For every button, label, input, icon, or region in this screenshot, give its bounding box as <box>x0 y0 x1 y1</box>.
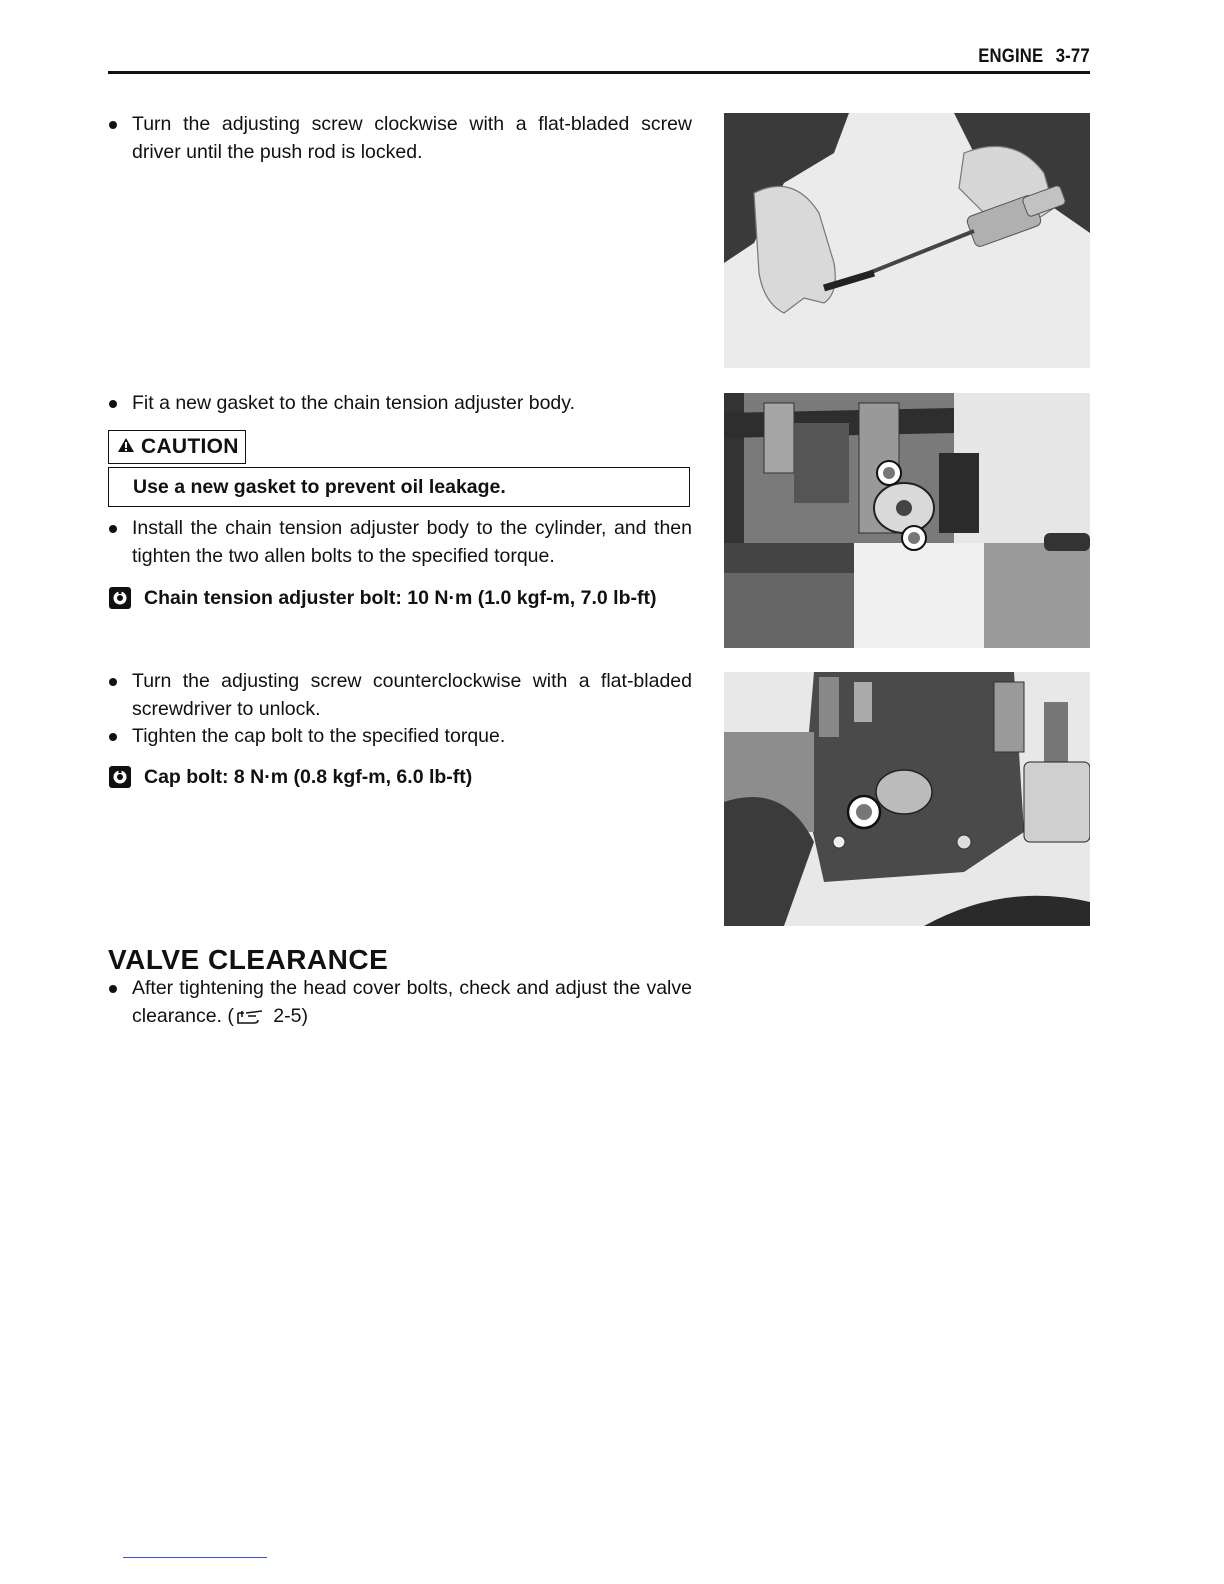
reference-hand-icon <box>236 1005 264 1033</box>
footer-link-line <box>123 1557 267 1558</box>
torque-adjuster-text: Chain tension adjuster bolt: 10 N·m (1.0 kgf-m, 7.0 lb-ft) <box>144 586 657 609</box>
caution-label-text: CAUTION <box>141 435 239 458</box>
torque-spec-cap <box>108 765 472 789</box>
step-fit-gasket: Fit a new gasket to the chain tension adjuster body. <box>108 389 692 417</box>
photo-adjuster-installed <box>724 393 1090 648</box>
step-adjust-counterclockwise: Turn the adjusting screw counterclockwise with a flat-bladed screwdriver to unlock. <box>108 667 692 723</box>
step-valve-clearance-text: After tightening the head cover bolts, check and adjust the valve clearance. ( <box>132 977 692 1027</box>
torque-wrench-icon <box>108 586 132 610</box>
step-tighten-cap: Tighten the cap bolt to the specified torque. <box>108 722 692 750</box>
step-valve-clearance-ref: 2-5) <box>267 1005 308 1027</box>
step-valve-clearance <box>108 974 692 1033</box>
step-install-adjuster: Install the chain tension adjuster body to the cylinder, and then tighten the two allen bolts to the specified torque. <box>108 514 692 570</box>
photo-adjuster-screwdriver <box>724 113 1090 368</box>
photo-cap-bolt <box>724 672 1090 926</box>
page-number: 3-77 <box>1055 46 1090 67</box>
caution-label <box>108 430 246 464</box>
section-title: VALVE CLEARANCE <box>108 944 389 975</box>
torque-cap-text: Cap bolt: 8 N·m (0.8 kgf-m, 6.0 lb-ft) <box>144 765 473 788</box>
caution-text: Use a new gasket to prevent oil leakage. <box>133 475 506 498</box>
header-section: ENGINE <box>978 46 1044 67</box>
warning-triangle-icon <box>117 437 135 458</box>
torque-spec-adjuster <box>108 586 656 610</box>
step-adjust-clockwise: Turn the adjusting screw clockwise with a flat-bladed screw driver until the push rod is locked. <box>108 110 692 166</box>
header-rule <box>108 71 1090 74</box>
caution-box <box>108 467 690 507</box>
page-header <box>978 46 1090 68</box>
torque-wrench-icon <box>108 765 132 789</box>
